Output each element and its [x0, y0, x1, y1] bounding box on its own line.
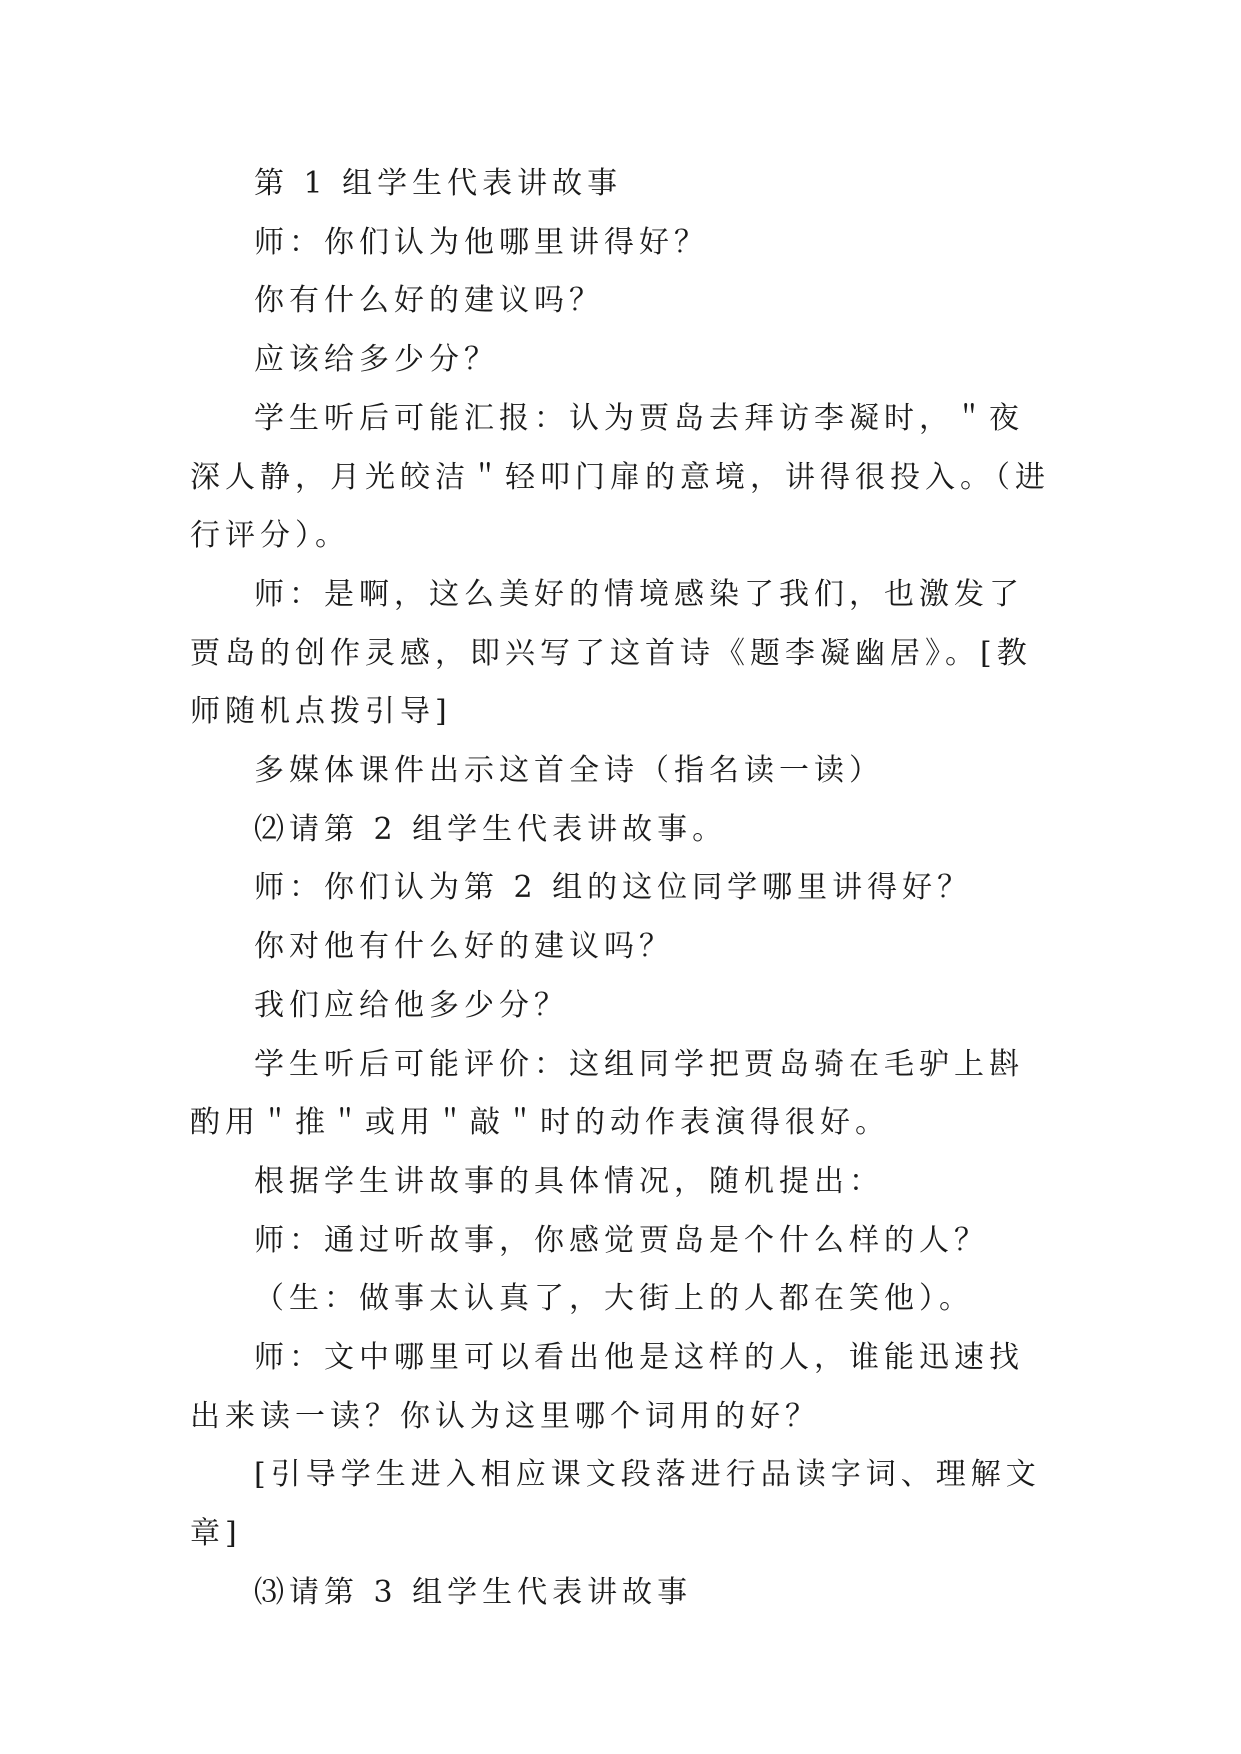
paragraph: 应该给多少分？: [254, 342, 499, 378]
paragraph: ⑵请第 2 组学生代表讲故事。: [254, 811, 728, 847]
paragraph: 师：你们认为第 2 组的这位同学哪里讲得好？: [254, 870, 973, 906]
paragraph: 学生听后可能评价：这组同学把贾岛骑在毛驴上斟酌用＂推＂或用＂敲＂时的动作表演得很好。: [190, 1046, 1024, 1141]
paragraph: 师：文中哪里可以看出他是这样的人，谁能迅速找出来读一读？你认为这里哪个词用的好？: [190, 1340, 1024, 1434]
paragraph: 你对他有什么好的建议吗？: [254, 929, 674, 965]
paragraph: [引导学生进入相应课文段落进行品读字词、理解文章]: [190, 1457, 1041, 1552]
paragraph: 我们应给他多少分？: [254, 987, 569, 1023]
paragraph: 根据学生讲故事的具体情况，随机提出：: [254, 1163, 884, 1199]
paragraph: 师：通过听故事，你感觉贾岛是个什么样的人？: [254, 1222, 989, 1258]
paragraph: 你有什么好的建议吗？: [254, 283, 604, 319]
paragraph: 学生听后可能汇报：认为贾岛去拜访李凝时，＂夜深人静，月光皎洁＂轻叩门扉的意境，讲得很投入。（进行评分）。: [190, 400, 1050, 554]
paragraph: 第 1 组学生代表讲故事: [254, 166, 623, 201]
document-body: [190, 155, 1055, 1623]
paragraph: （生：做事太认真了，大街上的人都在笑他）。: [254, 1281, 974, 1317]
paragraph: 师：你们认为他哪里讲得好？: [254, 224, 709, 260]
paragraph: 多媒体课件出示这首全诗（指名读一读）: [254, 753, 884, 789]
paragraph: 师：是啊，这么美好的情境感染了我们，也激发了贾岛的创作灵感，即兴写了这首诗《题李凝幽居》。[教师随机点拨引导]: [190, 576, 1032, 730]
paragraph: ⑶请第 3 组学生代表讲故事: [254, 1574, 693, 1610]
